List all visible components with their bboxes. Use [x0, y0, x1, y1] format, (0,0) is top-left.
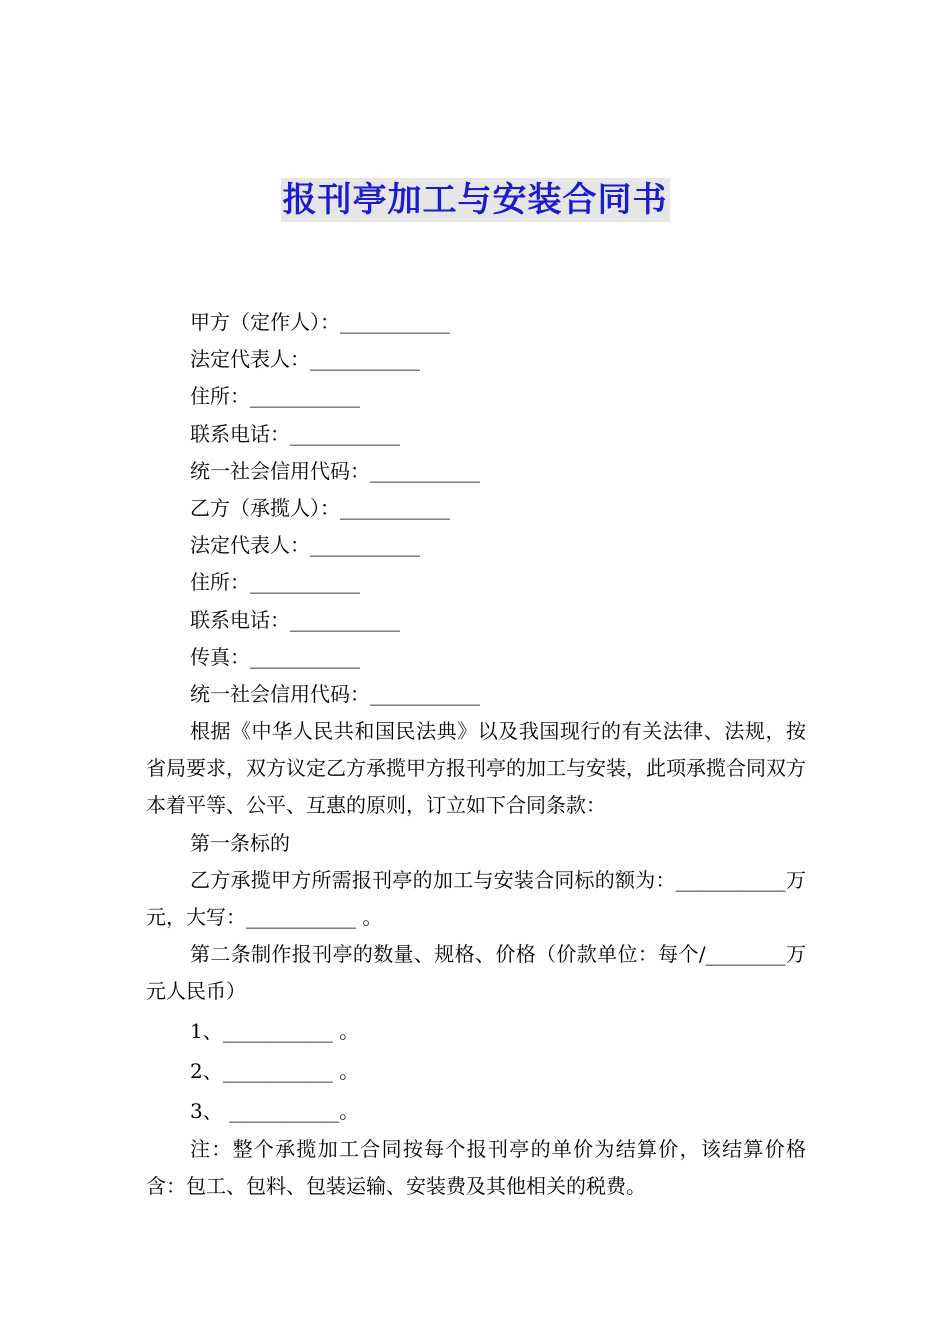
party-b-phone-line: 联系电话：___________	[190, 607, 400, 632]
article-2-heading: 第二条制作报刊亭的数量、规格、价格（价款单位：每个/________万元人民币）	[146, 942, 806, 1004]
party-a-credit-code-line: 统一社会信用代码：___________	[190, 458, 480, 483]
party-b-address-line: 住所：___________	[190, 570, 360, 595]
title-container	[0, 178, 950, 222]
document-title: 报刊亭加工与安装合同书	[282, 180, 668, 220]
article-2-item-2: 2、___________ 。	[190, 1058, 360, 1083]
party-a-address-line: 住所：___________	[190, 384, 360, 409]
party-b-name-line: 乙方（承揽人）：___________	[190, 495, 450, 520]
party-a-name-line: 甲方（定作人）：___________	[190, 310, 450, 334]
party-a-legal-rep-line: 法定代表人：___________	[190, 347, 420, 372]
article-1-heading: 第一条标的	[190, 830, 290, 855]
intro-paragraph: 根据《中华人民共和国民法典》以及我国现行的有关法律、法规，按省局要求，双方议定乙方承揽甲方报刊亭的加工与安装，此项承揽合同双方本着平等、公平、互惠的原则，订立如下合同条款：	[146, 719, 806, 818]
party-b-credit-code-line: 统一社会信用代码：___________	[190, 681, 480, 706]
party-b-fax-line: 传真：___________	[190, 644, 360, 669]
party-a-phone-line: 联系电话：___________	[190, 421, 400, 446]
pricing-note: 注：整个承揽加工合同按每个报刊亭的单价为结算价，该结算价格含：包工、包料、包装运输、安装费及其他相关的税费。	[146, 1136, 806, 1198]
document-body	[146, 304, 806, 1205]
party-b-legal-rep-line: 法定代表人：___________	[190, 533, 420, 558]
article-2-item-1: 1、___________ 。	[190, 1018, 360, 1043]
article-1-text: 乙方承揽甲方所需报刊亭的加工与安装合同标的额为：___________万元，大写：___________ 。	[146, 867, 806, 930]
article-2-item-3: 3、 ___________。	[190, 1098, 360, 1123]
